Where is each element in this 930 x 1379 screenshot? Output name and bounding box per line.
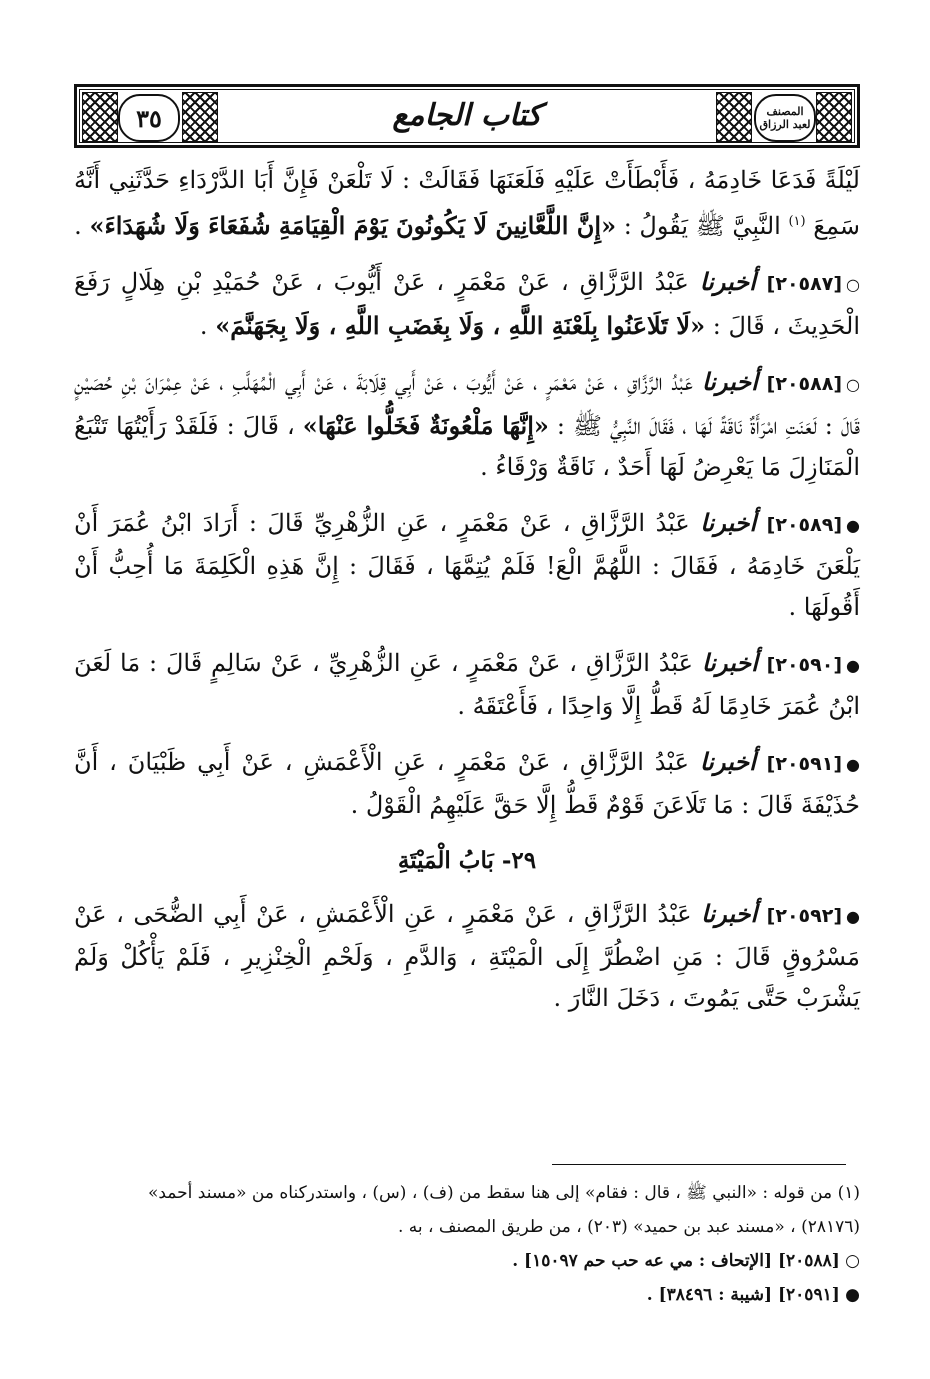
prophetic-quote: «إِنَّ اللَّعَّانِينَ لَا يَكُونُونَ يَوْمَ الْقِيَامَةِ شُفَعَاءَ وَلَا شُهَدَاءَ» [89, 211, 617, 240]
filled-circle-icon: ● [846, 656, 860, 675]
hadith-number: [٢٠٥٩٠] [766, 654, 843, 676]
hadith-20590 [74, 642, 860, 727]
footnote-1-line-1: (١) من قوله : «النبي ﷺ ، قال : فقام» إلى هنا سقط من (ف) ، (س) ، واستدركناه من «مسند أحمد» [147, 1183, 860, 1203]
chapter-heading: ٢٩- بَابُ الْمَيْتَةِ [397, 847, 537, 874]
hadith-number: [٢٠٥٩١] [766, 753, 843, 775]
ornament-icon [716, 92, 752, 142]
hadith-20592 [74, 893, 860, 1019]
hadith-20587 [74, 261, 860, 347]
hollow-circle-icon: ○ [846, 375, 860, 394]
hadith-text: عَبْدُ الرَّزَّاقِ ، عَنْ مَعْمَرٍ ، عَنِ الزُّهْرِيِّ قَالَ : أَرَادَ ابْنُ عُمَرَ أَنْ يَلْعَنَ خَادِمَهُ ، فَقَالَ : اللَّهُمَّ الْعَ! فَلَمْ يُتِمَّهَا ، فَقَالَ : إِنَّ هَذِهِ الْكَلِمَةَ مَا أُحِبُّ أَنْ أَقُولَهَا . [74, 509, 860, 621]
ornament-icon [82, 92, 118, 142]
page-number-cartouche [118, 94, 180, 142]
hadith-text: عَبْدُ الرَّزَّاقِ ، عَنْ مَعْمَرٍ ، عَنْ أَيُّوبَ ، عَنْ حُمَيْدِ بْنِ هِلَالٍ رَفَعَ الْحَدِيثَ ، قَالَ : [74, 268, 860, 340]
footnote-reference: (١) [788, 214, 806, 229]
footnotes [74, 1176, 860, 1312]
footnote-divider [552, 1164, 846, 1165]
intro-line-2-mid: النَّبِيَّ ﷺ يَقُولُ : [623, 212, 781, 240]
filled-circle-icon: ● [846, 755, 860, 774]
hadith-20588 [74, 361, 860, 488]
akhbarana-label: أخبرنا [701, 367, 758, 396]
page-number: ٣٥ [136, 103, 162, 133]
takhrij-text: [٢٠٥٨٨] [الإتحاف : مي عه حب حم ١٥٠٩٧] . [512, 1251, 840, 1271]
filled-circle-icon: ● [845, 1285, 860, 1305]
filled-circle-icon: ● [846, 907, 860, 926]
akhbarana-label: أخبرنا [701, 648, 758, 677]
page-header [74, 84, 860, 148]
hollow-circle-icon: ○ [846, 275, 860, 294]
footnote-1-line-2: (٢٨١٧٦) ، «مسند عبد بن حميد» (٢٠٣) ، من طريق المصنف ، به . [397, 1217, 860, 1237]
hadith-number: [٢٠٥٩٢] [766, 905, 843, 927]
hadith-text: عَبْدُ الرَّزَّاقِ ، عَنْ مَعْمَرٍ ، عَنِ الْأَعْمَشِ ، عَنْ أَبِي الضُّحَى ، عَنْ مَسْرُوقٍ قَالَ : مَنِ اضْطُرَّ إِلَى الْمَيْتَةِ ، وَالدَّمِ ، وَلَحْمِ الْخِنْزِيرِ ، فَلَمْ يَأْكُلْ وَلَمْ يَشْرَبْ حَتَّى يَمُوتَ ، دَخَلَ النَّارَ . [74, 900, 860, 1012]
hadith-20591 [74, 741, 860, 826]
hadith-end: ، قَالَ : فَلَقَدْ رَأَيْتُهَا تَتْبَعُ الْمَنَازِلَ مَا يَعْرِضُ لَهَا أَحَدٌ ، نَاقَةٌ وَرْقَاءُ . [74, 412, 860, 481]
akhbarana-label: أخبرنا [699, 747, 756, 776]
ornament-icon [182, 92, 218, 142]
takhrij-20588 [74, 1244, 860, 1278]
akhbarana-label: أخبرنا [700, 508, 757, 537]
prophetic-quote: «إِنَّهَا مَلْعُونَةٌ فَخَلُّوا عَنْهَا» [302, 411, 549, 440]
hollow-circle-icon: ○ [845, 1251, 860, 1271]
intro-end: . [74, 212, 82, 240]
book-emblem [754, 94, 816, 142]
intro-line-1: لَيْلَةً فَدَعَا خَادِمَهُ ، فَأَبْطَأَتْ عَلَيْهِ فَلَعَنَهَا فَقَالَتْ : لَا تَلْعَنْ فَإِنَّ أَبَا الدَّرْدَاءِ حَدَّثَنِي أَنَّهُ [74, 166, 860, 194]
ornament-icon [816, 92, 852, 142]
hadith-20589 [74, 502, 860, 628]
running-title: كتاب الجامع [392, 98, 542, 133]
hadith-end: . [199, 312, 208, 340]
emblem-line-2: لعبد الرزاق [759, 118, 811, 131]
hadith-text: عَبْدُ الرَّزَّاقِ ، عَنْ مَعْمَرٍ ، عَنِ الزُّهْرِيِّ ، عَنْ سَالِمٍ قَالَ : مَا لَعَنَ ابْنُ عُمَرَ خَادِمًا لَهُ قَطُّ إِلَّا وَاحِدًا ، فَأَعْتَقَهُ . [74, 649, 860, 720]
hadith-continuation [74, 160, 860, 247]
emblem-line-1: المصنف [766, 105, 804, 118]
hadith-number: [٢٠٥٨٧] [766, 273, 843, 295]
akhbarana-label: أخبرنا [701, 899, 758, 928]
takhrij-text: [٢٠٥٩١] [شيبة : ٣٨٤٩٦] . [646, 1285, 840, 1305]
prophetic-quote: «لَا تَلَاعَنُوا بِلَعْنَةِ اللَّهِ ، وَلَا بِغَضَبِ اللَّهِ ، وَلَا بِجَهَنَّمَ» [215, 311, 706, 340]
hadith-text: عَبْدُ الرَّزَّاقِ ، عَنْ مَعْمَرٍ ، عَنْ أَيُّوبَ ، عَنْ أَبِي قِلَابَةَ ، عَنْ أَبِي الْمُهَلَّبِ ، عَنْ عِمْرَانَ بْنِ حُصَيْنٍ قَالَ : لَعَنَتِ امْرَأَةٌ نَاقَةً لَهَا ، فَقَالَ النَّبِيُّ ﷺ : [74, 368, 861, 440]
hadith-text: عَبْدُ الرَّزَّاقِ ، عَنْ مَعْمَرٍ ، عَنِ الْأَعْمَشِ ، عَنْ أَبِي ظَبْيَانَ ، أَنَّ حُذَيْفَةَ قَالَ : مَا تَلَاعَنَ قَوْمٌ قَطُّ إِلَّا حَقَّ عَلَيْهِمُ الْقَوْلُ . [74, 748, 860, 819]
main-text [74, 160, 860, 1033]
hadith-number: [٢٠٥٨٨] [766, 373, 843, 395]
hadith-number: [٢٠٥٨٩] [766, 514, 843, 536]
takhrij-20591 [74, 1278, 860, 1312]
intro-line-2-start: سَمِعَ [813, 212, 860, 240]
akhbarana-label: أخبرنا [699, 267, 756, 296]
filled-circle-icon: ● [846, 516, 860, 535]
